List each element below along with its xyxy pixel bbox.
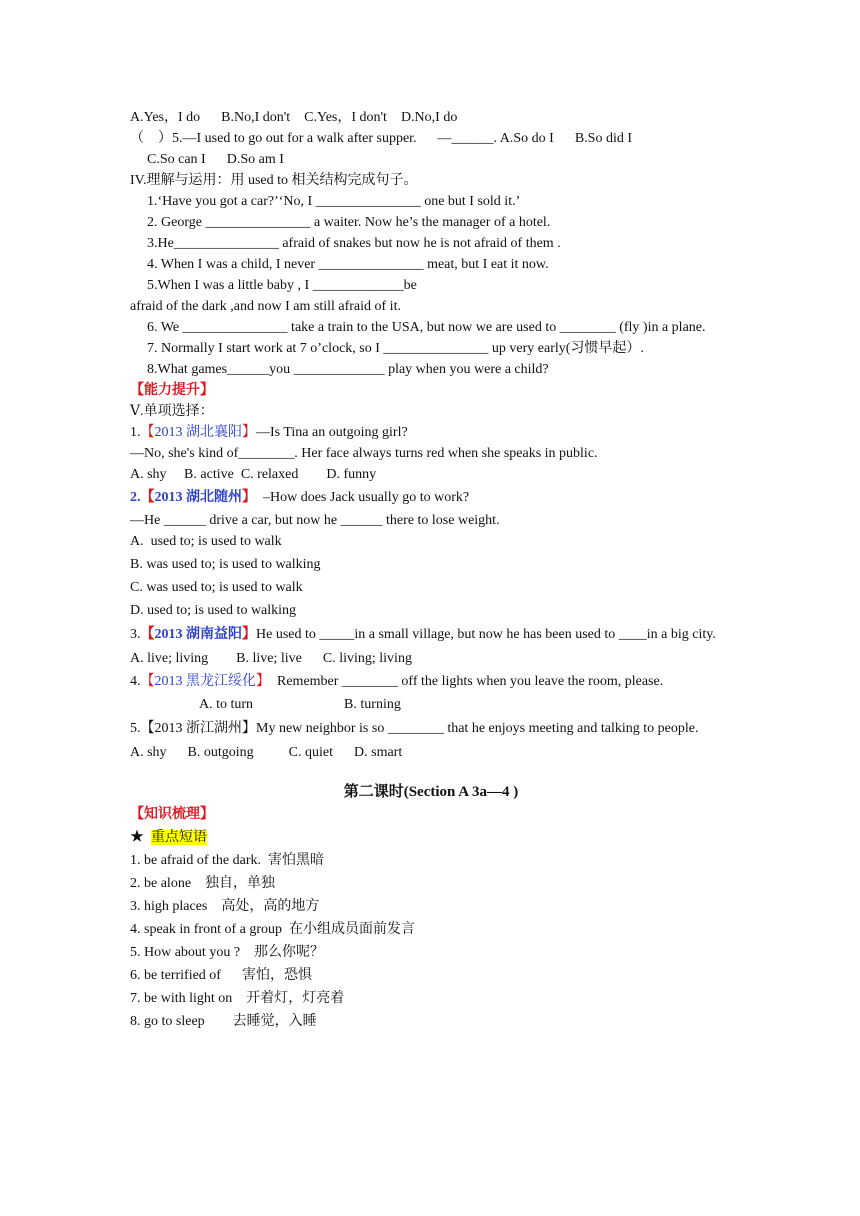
mc-question-2-option-c: C. was used to; is used to walk <box>130 580 303 595</box>
mc-question-1 <box>130 422 732 443</box>
phrase-item-2: 2. be alone 独自，单独 <box>130 876 276 891</box>
mc-question-1-options: A. shy B. active C. relaxed D. funny <box>130 467 377 482</box>
section-iv-item-8: 8.What games______you _____________ play when you were a child? <box>147 362 549 377</box>
lesson-heading: 第二课时(Section A 3a—4 ) <box>343 784 519 800</box>
mc-question-2-option-d: D. used to; is used to walking <box>130 603 297 618</box>
q-number: 3. <box>130 627 141 642</box>
section-iv-item-7: 7. Normally I start work at 7 o’clock, so I _______________ up very early(习惯早起）. <box>147 341 644 356</box>
q-text: Remember ________ off the lights when you leave the room, please. <box>270 674 664 689</box>
q-number: 5. <box>130 721 141 736</box>
key-phrases-line <box>130 826 732 849</box>
section-iv-item-3: 3.He_______________ afraid of snakes but now he is not afraid of them . <box>147 236 561 251</box>
q-number: 1. <box>130 425 141 440</box>
q-text: —Is Tina an outgoing girl? <box>256 425 408 440</box>
key-phrases-label: 重点短语 <box>151 830 207 845</box>
q-source-suffix: 】 <box>242 425 256 440</box>
section-iv-title: IV.理解与运用：用 used to 相关结构完成句子。 <box>130 173 418 188</box>
q-source-text: 2013 黑龙江绥化 <box>154 674 256 689</box>
mc-question-4-options: A. to turn B. turning <box>199 697 401 712</box>
mc-question-5 <box>130 717 732 740</box>
q-source-text: 2013 湖北随州 <box>154 490 242 505</box>
section-iv-item-5-cont: afraid of the dark ,and now I am still afraid of it. <box>130 299 401 314</box>
q-source-suffix: 】 <box>256 674 270 689</box>
mc-question-2-answer: —He ______ drive a car, but now he ______ there to lose weight. <box>130 513 500 528</box>
mc-question-2-option-b: B. was used to; is used to walking <box>130 557 321 572</box>
q-number: 4. <box>130 674 141 689</box>
q5-options-line: C.So can I D.So am I <box>147 152 284 167</box>
mc-question-2 <box>130 487 732 508</box>
mc-question-1-answer: —No, she's kind of________. Her face always turns red when she speaks in public. <box>130 446 598 461</box>
mc-question-2-option-a: A. used to; is used to walk <box>130 534 282 549</box>
phrase-item-4: 4. speak in front of a group 在小组成员面前发言 <box>130 922 416 937</box>
q-text: He used to _____in a small village, but now he has been used to ____in a big city. <box>256 627 716 642</box>
phrase-item-7: 7. be with light on 开着灯，灯亮着 <box>130 991 345 1006</box>
phrase-item-1: 1. be afraid of the dark. 害怕黑暗 <box>130 853 324 868</box>
q-number: 2. <box>130 490 141 505</box>
knowledge-title: 【知识梳理】 <box>130 807 214 822</box>
section-iv-item-6: 6. We _______________ take a train to the USA, but now we are used to ________ (fly )in a plane. <box>147 320 706 335</box>
q-source-prefix: 【 <box>140 425 155 440</box>
section-v-title: Ⅴ.单项选择： <box>130 404 214 419</box>
mc-question-4 <box>130 671 732 692</box>
q-source-text: 2013 湖南益阳 <box>154 627 242 642</box>
q-source-suffix: 】 <box>242 627 256 642</box>
q-source-prefix: 【 <box>140 490 155 505</box>
q-source-text: 2013 湖北襄阳 <box>154 425 242 440</box>
phrase-item-5: 5. How about you ? 那么你呢？ <box>130 945 325 960</box>
q4-options-line: A.Yes，I do B.No,I don't C.Yes，I don't D.No,I do <box>130 110 458 125</box>
q-source-prefix: 【 <box>140 674 155 689</box>
section-iv-item-4: 4. When I was a child, I never _______________ meat, but I eat it now. <box>147 257 549 272</box>
document-page <box>130 107 732 1033</box>
q5-question-line: （ ）5.—I used to go out for a walk after supper. —______. A.So do I B.So did I <box>130 131 633 146</box>
ability-title: 【能力提升】 <box>130 383 214 398</box>
mc-question-3 <box>130 623 732 646</box>
section-iv-item-5: 5.When I was a little baby , I _____________be <box>147 278 417 293</box>
q-text: My new neighbor is so ________ that he enjoys meeting and talking to people. <box>256 721 699 736</box>
section-iv-item-2: 2. George _______________ a waiter. Now he’s the manager of a hotel. <box>147 215 551 230</box>
mc-question-5-options: A. shy B. outgoing C. quiet D. smart <box>130 745 403 760</box>
q-text: –How does Jack usually go to work? <box>256 490 470 505</box>
q-source-prefix: 【 <box>140 627 155 642</box>
phrase-item-3: 3. high places 高处，高的地方 <box>130 899 320 914</box>
q-source-suffix: 】 <box>242 490 256 505</box>
phrase-item-6: 6. be terrified of 害怕，恐惧 <box>130 968 312 983</box>
mc-question-3-options: A. live; living B. live; live C. living; living <box>130 651 412 666</box>
phrase-item-8: 8. go to sleep 去睡觉，入睡 <box>130 1014 317 1029</box>
section-iv-item-1: 1.‘Have you got a car?’‘No, I _______________ one but I sold it.’ <box>147 194 521 209</box>
q-source: 【2013 浙江湖州】 <box>140 721 256 736</box>
star-icon: ★ <box>130 830 144 845</box>
